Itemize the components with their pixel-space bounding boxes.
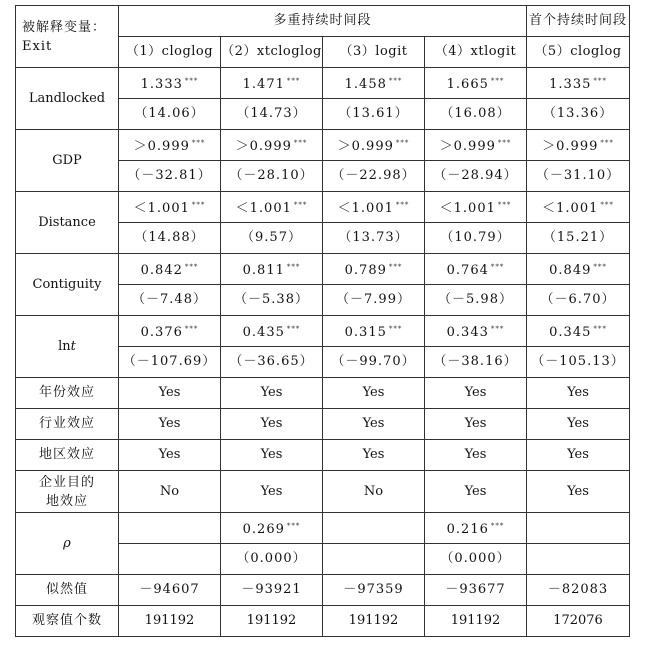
value-cell: Yes bbox=[323, 378, 425, 409]
coef-cell: ＜1.001 *** bbox=[119, 192, 221, 223]
coef-cell: 1.458 *** bbox=[323, 68, 425, 99]
value-cell: Yes bbox=[323, 409, 425, 440]
stat-cell: （－99.70） bbox=[323, 347, 425, 378]
stat-cell: （0.000） bbox=[425, 544, 527, 575]
industry-fe-row bbox=[16, 409, 630, 440]
significance-stars: *** bbox=[286, 522, 301, 530]
significance-stars: *** bbox=[388, 325, 403, 333]
stat-cell: （15.21） bbox=[527, 223, 630, 254]
coef-cell: 0.789 *** bbox=[323, 254, 425, 285]
coef-cell: ＜1.001 *** bbox=[527, 192, 630, 223]
significance-stars: *** bbox=[191, 139, 206, 147]
significance-stars: *** bbox=[490, 522, 505, 530]
value-cell: 191192 bbox=[323, 606, 425, 637]
coef-cell: 1.665 *** bbox=[425, 68, 527, 99]
coef-cell: ＞0.999 *** bbox=[323, 130, 425, 161]
value-cell: Yes bbox=[527, 378, 630, 409]
log-likelihood-row bbox=[16, 575, 630, 606]
value-cell: 191192 bbox=[221, 606, 323, 637]
stat-cell: （－107.69） bbox=[119, 347, 221, 378]
value-cell: No bbox=[119, 471, 221, 513]
significance-stars: *** bbox=[184, 325, 199, 333]
coef-cell: 0.376 *** bbox=[119, 316, 221, 347]
coef-cell: ＞0.999 *** bbox=[425, 130, 527, 161]
coef-cell: 0.216 *** bbox=[425, 513, 527, 544]
stat-cell: （0.000） bbox=[221, 544, 323, 575]
value-cell: Yes bbox=[221, 378, 323, 409]
value-cell: Yes bbox=[527, 471, 630, 513]
significance-stars: *** bbox=[388, 263, 403, 271]
stat-cell: （－32.81） bbox=[119, 161, 221, 192]
value-cell: 191192 bbox=[425, 606, 527, 637]
stat-cell: （－7.48） bbox=[119, 285, 221, 316]
coef-cell: ＜1.001 *** bbox=[425, 192, 527, 223]
observations-row bbox=[16, 606, 630, 637]
stat-cell: （14.06） bbox=[119, 99, 221, 130]
coef-cell: ＞0.999 *** bbox=[221, 130, 323, 161]
stat-cell: （9.57） bbox=[221, 223, 323, 254]
stat-cell: （13.73） bbox=[323, 223, 425, 254]
value-cell: Yes bbox=[221, 440, 323, 471]
coef-cell: 0.345 *** bbox=[527, 316, 630, 347]
stat-cell: （－22.98） bbox=[323, 161, 425, 192]
coef-cell: 1.335 *** bbox=[527, 68, 630, 99]
coef-cell: 0.269 *** bbox=[221, 513, 323, 544]
row-label-year-fe: 年份效应 bbox=[16, 378, 119, 409]
stat-cell: （－36.65） bbox=[221, 347, 323, 378]
significance-stars: *** bbox=[293, 201, 308, 209]
column-header-4: （4）xtlogit bbox=[425, 37, 527, 68]
group-header-multiple-spells: 多重持续时间段 bbox=[119, 6, 527, 37]
stat-cell: （14.73） bbox=[221, 99, 323, 130]
row-label-log-likelihood: 似然值 bbox=[16, 575, 119, 606]
stat-cell: （－31.10） bbox=[527, 161, 630, 192]
coef-cell: 0.343 *** bbox=[425, 316, 527, 347]
value-cell: 191192 bbox=[119, 606, 221, 637]
coef-cell: 0.811 *** bbox=[221, 254, 323, 285]
coef-cell: ＞0.999 *** bbox=[527, 130, 630, 161]
row-label-observations: 观察值个数 bbox=[16, 606, 119, 637]
stat-cell: （－38.16） bbox=[425, 347, 527, 378]
significance-stars: *** bbox=[490, 77, 505, 85]
value-cell: Yes bbox=[527, 440, 630, 471]
landlocked-coef-row bbox=[16, 68, 630, 99]
coef-cell: ＜1.001 *** bbox=[221, 192, 323, 223]
significance-stars: *** bbox=[490, 325, 505, 333]
stat-cell: （－6.70） bbox=[527, 285, 630, 316]
row-label-gdp: GDP bbox=[16, 130, 119, 192]
empty-cell bbox=[323, 544, 425, 575]
empty-cell bbox=[119, 544, 221, 575]
stat-cell: （10.79） bbox=[425, 223, 527, 254]
lnt-coef-row bbox=[16, 316, 630, 347]
column-header-3: （3）logit bbox=[323, 37, 425, 68]
empty-cell bbox=[527, 513, 630, 544]
value-cell: Yes bbox=[119, 378, 221, 409]
empty-cell bbox=[119, 513, 221, 544]
corner-label-line2: Exit bbox=[22, 38, 53, 54]
stat-cell: （14.88） bbox=[119, 223, 221, 254]
value-cell: Yes bbox=[119, 409, 221, 440]
row-label-destination-fe: 企业目的 地效应 bbox=[16, 471, 119, 513]
value-cell: Yes bbox=[323, 440, 425, 471]
significance-stars: *** bbox=[286, 325, 301, 333]
stat-cell: （－28.94） bbox=[425, 161, 527, 192]
coef-cell: 0.764 *** bbox=[425, 254, 527, 285]
value-cell: －93921 bbox=[221, 575, 323, 606]
column-header-1: （1）cloglog bbox=[119, 37, 221, 68]
row-label-lnt: lnt bbox=[16, 316, 119, 378]
row-label-contiguity: Contiguity bbox=[16, 254, 119, 316]
significance-stars: *** bbox=[395, 139, 410, 147]
regression-table bbox=[15, 5, 630, 637]
significance-stars: *** bbox=[184, 77, 199, 85]
stat-cell: （－5.98） bbox=[425, 285, 527, 316]
significance-stars: *** bbox=[184, 263, 199, 271]
value-cell: 172076 bbox=[527, 606, 630, 637]
corner-header bbox=[16, 6, 119, 68]
coef-cell: ＞0.999 *** bbox=[119, 130, 221, 161]
empty-cell bbox=[527, 544, 630, 575]
value-cell: Yes bbox=[425, 471, 527, 513]
value-cell: Yes bbox=[221, 409, 323, 440]
region-fe-row bbox=[16, 440, 630, 471]
coef-cell: 1.471 *** bbox=[221, 68, 323, 99]
value-cell: －82083 bbox=[527, 575, 630, 606]
stat-cell: （13.36） bbox=[527, 99, 630, 130]
corner-label-line1: 被解释变量： bbox=[22, 19, 107, 35]
stat-cell: （16.08） bbox=[425, 99, 527, 130]
value-cell: Yes bbox=[425, 440, 527, 471]
significance-stars: *** bbox=[593, 325, 607, 333]
row-label-region-fe: 地区效应 bbox=[16, 440, 119, 471]
value-cell: Yes bbox=[527, 409, 630, 440]
contiguity-coef-row bbox=[16, 254, 630, 285]
value-cell: －94607 bbox=[119, 575, 221, 606]
row-label-rho: ρ bbox=[16, 513, 119, 575]
value-cell: －93677 bbox=[425, 575, 527, 606]
stat-cell: （13.61） bbox=[323, 99, 425, 130]
column-header-2: （2）xtcloglog bbox=[221, 37, 323, 68]
significance-stars: *** bbox=[593, 77, 607, 85]
significance-stars: *** bbox=[293, 139, 308, 147]
significance-stars: *** bbox=[497, 139, 512, 147]
column-header-5: （5）cloglog bbox=[527, 37, 630, 68]
rho-coef-row bbox=[16, 513, 630, 544]
significance-stars: *** bbox=[600, 201, 614, 209]
stat-cell: （－28.10） bbox=[221, 161, 323, 192]
significance-stars: *** bbox=[286, 77, 301, 85]
significance-stars: *** bbox=[490, 263, 505, 271]
significance-stars: *** bbox=[286, 263, 301, 271]
destination-fe-row bbox=[16, 471, 630, 513]
significance-stars: *** bbox=[497, 201, 512, 209]
row-label-industry-fe: 行业效应 bbox=[16, 409, 119, 440]
value-cell: －97359 bbox=[323, 575, 425, 606]
year-fe-row bbox=[16, 378, 630, 409]
gdp-coef-row bbox=[16, 130, 630, 161]
value-cell: No bbox=[323, 471, 425, 513]
significance-stars: *** bbox=[593, 263, 607, 271]
value-cell: Yes bbox=[221, 471, 323, 513]
row-label-distance: Distance bbox=[16, 192, 119, 254]
stat-cell: （－105.13） bbox=[527, 347, 630, 378]
row-label-landlocked: Landlocked bbox=[16, 68, 119, 130]
coef-cell: 0.435 *** bbox=[221, 316, 323, 347]
group-header-first-spell: 首个持续时间段 bbox=[527, 6, 630, 37]
stat-cell: （－7.99） bbox=[323, 285, 425, 316]
empty-cell bbox=[323, 513, 425, 544]
coef-cell: 1.333 *** bbox=[119, 68, 221, 99]
value-cell: Yes bbox=[425, 378, 527, 409]
value-cell: Yes bbox=[119, 440, 221, 471]
header-row-groups bbox=[16, 6, 630, 37]
stat-cell: （－5.38） bbox=[221, 285, 323, 316]
distance-coef-row bbox=[16, 192, 630, 223]
significance-stars: *** bbox=[191, 201, 206, 209]
significance-stars: *** bbox=[600, 139, 614, 147]
significance-stars: *** bbox=[395, 201, 410, 209]
significance-stars: *** bbox=[388, 77, 403, 85]
coef-cell: 0.849 *** bbox=[527, 254, 630, 285]
coef-cell: ＜1.001 *** bbox=[323, 192, 425, 223]
value-cell: Yes bbox=[425, 409, 527, 440]
coef-cell: 0.315 *** bbox=[323, 316, 425, 347]
coef-cell: 0.842 *** bbox=[119, 254, 221, 285]
